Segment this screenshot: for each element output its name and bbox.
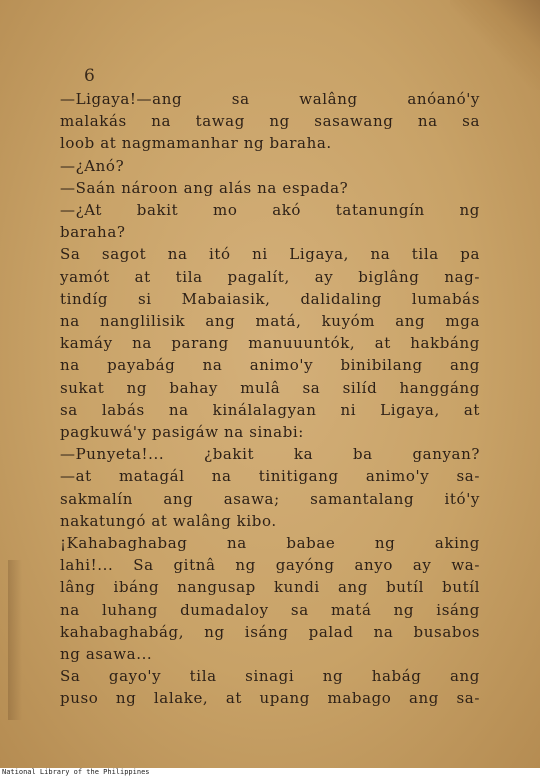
- text-line: —¿Anó?: [60, 156, 125, 175]
- text-line: kahabaghabág, ng isáng palad na busabos: [60, 622, 480, 641]
- text-line: lâng ibáng nangusap kundi ang butíl butíl: [60, 578, 480, 597]
- text-line: tindíg si Mabaiasik, dalidaling lumabás: [60, 289, 480, 308]
- text-line: na payabág na animo'y binibilang ang: [60, 356, 480, 375]
- body-text: [60, 88, 480, 710]
- text-line: sukat ng bahay mulâ sa silíd hanggáng: [60, 378, 480, 397]
- text-line: nakatungó at walâng kibo.: [60, 511, 277, 530]
- page-corner-fold: [450, 0, 540, 90]
- text-line: loob at nagmamanhar ng baraha.: [60, 134, 332, 153]
- library-watermark-footer: National Library of the Philippines: [0, 768, 540, 777]
- text-line: Sa gayo'y tila sinagi ng habág ang: [60, 667, 480, 686]
- text-line: ¡Kahabaghabag na babae ng aking: [60, 534, 480, 553]
- text-line: —¿At bakit mo akó tatanungín ng: [60, 201, 480, 220]
- text-line: —Saán nároon ang alás na espada?: [60, 178, 349, 197]
- text-line: na luhang dumadaloy sa matá ng isáng: [60, 600, 480, 619]
- text-line: sa labás na kinálalagyan ni Ligaya, at: [60, 400, 480, 419]
- text-line: baraha?: [60, 223, 126, 242]
- text-line: Sa sagot na itó ni Ligaya, na tila pa: [60, 245, 480, 264]
- text-line: —Ligaya!—ang sa walâng anóanó'y: [60, 90, 480, 108]
- text-line: lahi!... Sa gitnâ ng gayóng anyo ay wa-: [60, 556, 480, 575]
- text-line: kamáy na parang manuuuntók, at hakbáng: [60, 334, 480, 353]
- text-line: —Punyeta!... ¿bakit ka ba ganyan?: [60, 445, 480, 464]
- text-line: yamót at tila pagalít, ay biglâng nag-: [60, 267, 480, 286]
- text-line: puso ng lalake, at upang mabago ang sa-: [60, 689, 480, 708]
- text-line: —at matagál na tinitigang animo'y sa-: [60, 467, 480, 486]
- text-line: ng asawa...: [60, 645, 153, 664]
- text-line: malakás na tawag ng sasawang na sa: [60, 112, 480, 131]
- text-line: sakmalín ang asawa; samantalang itó'y: [60, 489, 480, 508]
- page-number: 6: [84, 66, 95, 86]
- text-line: na nanglilisik ang matá, kuyóm ang mga: [60, 312, 480, 331]
- page-crease: [8, 560, 22, 720]
- text-line: pagkuwá'y pasigáw na sinabi:: [60, 423, 304, 442]
